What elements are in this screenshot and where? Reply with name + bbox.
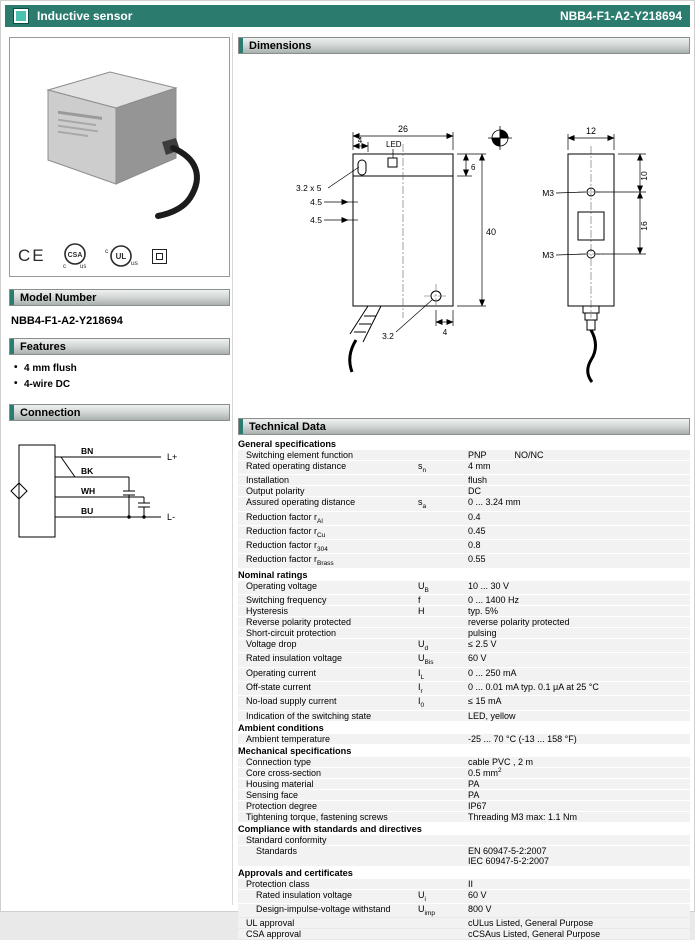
tech-row: Hysteresis H typ. 5%	[238, 606, 690, 616]
feature-item: • 4 mm flush	[13, 363, 228, 374]
tech-row: Standards EN 60947-5-2:2007 IEC 60947-5-2:2007	[238, 846, 690, 866]
dim-bottom-hole-label: 3.2	[382, 331, 394, 341]
dim-slot-label: 3.2 x 5	[296, 183, 322, 193]
wire-bn-label: BN	[81, 446, 94, 456]
dim-hole-top-label: 10	[639, 171, 649, 181]
tech-row: Indication of the switching state LED, yellow	[238, 711, 690, 721]
tech-row: Switching element function PNP NO/NC	[238, 450, 690, 460]
tech-row: Rated insulation voltage $U_{Bis}$ 60 V	[238, 653, 690, 666]
tech-row: Short-circuit protection pulsing	[238, 628, 690, 638]
dim-side-width-label: 12	[585, 126, 597, 136]
double-insulation-icon	[152, 249, 167, 264]
tech-row: Operating voltage $U_B$ 10 ... 30 V	[238, 581, 690, 594]
tech-section-title: Compliance with standards and directives	[238, 823, 422, 834]
tech-row: Standard conformity	[238, 835, 690, 845]
brand-logo-icon	[13, 8, 29, 24]
svg-text:us: us	[79, 264, 86, 270]
dim-hole-pitch-label: 16	[639, 221, 649, 231]
dimensions-section-header	[238, 37, 690, 54]
svg-text:CSA: CSA	[67, 252, 83, 259]
terminal-minus-label: L-	[167, 512, 176, 522]
feature-item: • 4-wire DC	[13, 379, 228, 390]
technical-data-table	[238, 439, 690, 939]
tech-row: Installation flush	[238, 475, 690, 485]
tech-row: Off-state current $I_r$ 0 ... 0.01 mA typ. 0.1 μA at 25 °C	[238, 682, 690, 695]
dim-hole-a-label: 4.5	[310, 197, 322, 207]
features-title: Features	[20, 340, 66, 353]
svg-text:UL: UL	[115, 252, 126, 261]
tech-row: Voltage drop $U_d$ ≤ 2.5 V	[238, 639, 690, 652]
header-model-number: NBB4-F1-A2-Y218694	[559, 9, 682, 23]
dim-front-top-offset-label: 4	[357, 136, 363, 145]
column-divider	[232, 33, 233, 905]
tech-row: Reduction factor $r_{Cu}$ 0.45	[238, 526, 690, 539]
ul-mark-icon	[104, 241, 138, 271]
connection-diagram	[9, 431, 219, 553]
connection-title: Connection	[20, 406, 81, 419]
left-column	[9, 37, 230, 558]
tech-row: Switching frequency f 0 ... 1400 Hz	[238, 595, 690, 605]
tech-row: Tightening torque, fastening screws Threading M3 max: 1.1 Nm	[238, 812, 690, 822]
csa-mark-icon	[60, 241, 90, 271]
terminal-plus-label: L+	[167, 452, 178, 462]
header-bar	[5, 5, 690, 27]
product-type-title: Inductive sensor	[37, 9, 133, 23]
tech-row: Reduction factor $r_{Al}$ 0.4	[238, 512, 690, 525]
tech-row: Core cross-section 0.5 $mm^2$	[238, 768, 690, 778]
tech-row: Rated insulation voltage $U_i$ 60 V	[238, 890, 690, 903]
tech-row: Design-impulse-voltage withstand $U_{imp}$ 800 V	[238, 904, 690, 917]
wire-wh-label: WH	[81, 486, 96, 496]
features-list	[9, 355, 230, 404]
tech-row: Operating current $I_L$ 0 ... 250 mA	[238, 668, 690, 681]
dim-hole-b-label: 4.5	[310, 215, 322, 225]
tech-row: UL approval cULus Listed, General Purpose	[238, 918, 690, 928]
tech-row: Reduction factor $r_{Brass}$ 0.55	[238, 554, 690, 567]
tech-row: Reverse polarity protected reverse polarity protected	[238, 617, 690, 627]
dim-thread-a-label: M3	[542, 188, 554, 198]
connection-diagram-wrap	[9, 421, 230, 558]
dim-thread-b-label: M3	[542, 250, 554, 260]
tech-row: CSA approval cCSAus Listed, General Purpose	[238, 929, 690, 939]
ce-mark-icon: CE	[18, 246, 46, 265]
model-number-value: NBB4-F1-A2-Y218694	[11, 315, 123, 327]
tech-row: Housing material PA	[238, 779, 690, 789]
wire-bu-label: BU	[81, 506, 94, 516]
tech-row: Protection class II	[238, 879, 690, 889]
product-photo-box	[9, 37, 230, 277]
product-photo	[10, 38, 229, 238]
technical-data-title: Technical Data	[249, 420, 326, 433]
certification-row	[18, 240, 223, 272]
right-column	[238, 37, 690, 940]
tech-section-title: General specifications	[238, 439, 337, 449]
dimension-drawing	[238, 54, 690, 412]
tech-row: Sensing face PA	[238, 790, 690, 800]
technical-data-section-header	[238, 418, 690, 435]
tech-row: Rated operating distance $s_n$ 4 mm	[238, 461, 690, 474]
dim-face-depth-label: 6	[471, 163, 476, 172]
tech-row: Output polarity DC	[238, 486, 690, 496]
svg-text:c: c	[62, 264, 66, 270]
svg-text:c: c	[104, 248, 108, 255]
svg-text:us: us	[130, 260, 138, 267]
tech-section-title: Approvals and certificates	[238, 867, 353, 878]
tech-row: Reduction factor $r_{304}$ 0.8	[238, 540, 690, 553]
dim-front-width-label: 26	[397, 124, 409, 134]
wire-bk-label: BK	[81, 466, 94, 476]
dim-led-label: LED	[386, 140, 402, 149]
dimension-drawing-area	[238, 54, 690, 412]
dimensions-title: Dimensions	[249, 39, 312, 52]
model-number-title: Model Number	[20, 291, 97, 304]
tech-section-title: Nominal ratings	[238, 569, 308, 580]
model-number-section-header	[9, 289, 230, 306]
tech-section-title: Ambient conditions	[238, 722, 324, 733]
tech-row: No-load supply current $I_0$ ≤ 15 mA	[238, 696, 690, 709]
connection-section-header	[9, 404, 230, 421]
tech-row: Ambient temperature -25 ... 70 °C (-13 ... 158 °F)	[238, 734, 690, 744]
tech-row: Assured operating distance $s_a$ 0 ... 3.24 mm	[238, 497, 690, 510]
dim-bottom-offset-label: 4	[442, 328, 448, 337]
features-section-header	[9, 338, 230, 355]
dim-front-height-label: 40	[486, 227, 497, 237]
tech-row: Protection degree IP67	[238, 801, 690, 811]
tech-section-title: Mechanical specifications	[238, 745, 352, 756]
tech-row: Connection type cable PVC , 2 m	[238, 757, 690, 767]
